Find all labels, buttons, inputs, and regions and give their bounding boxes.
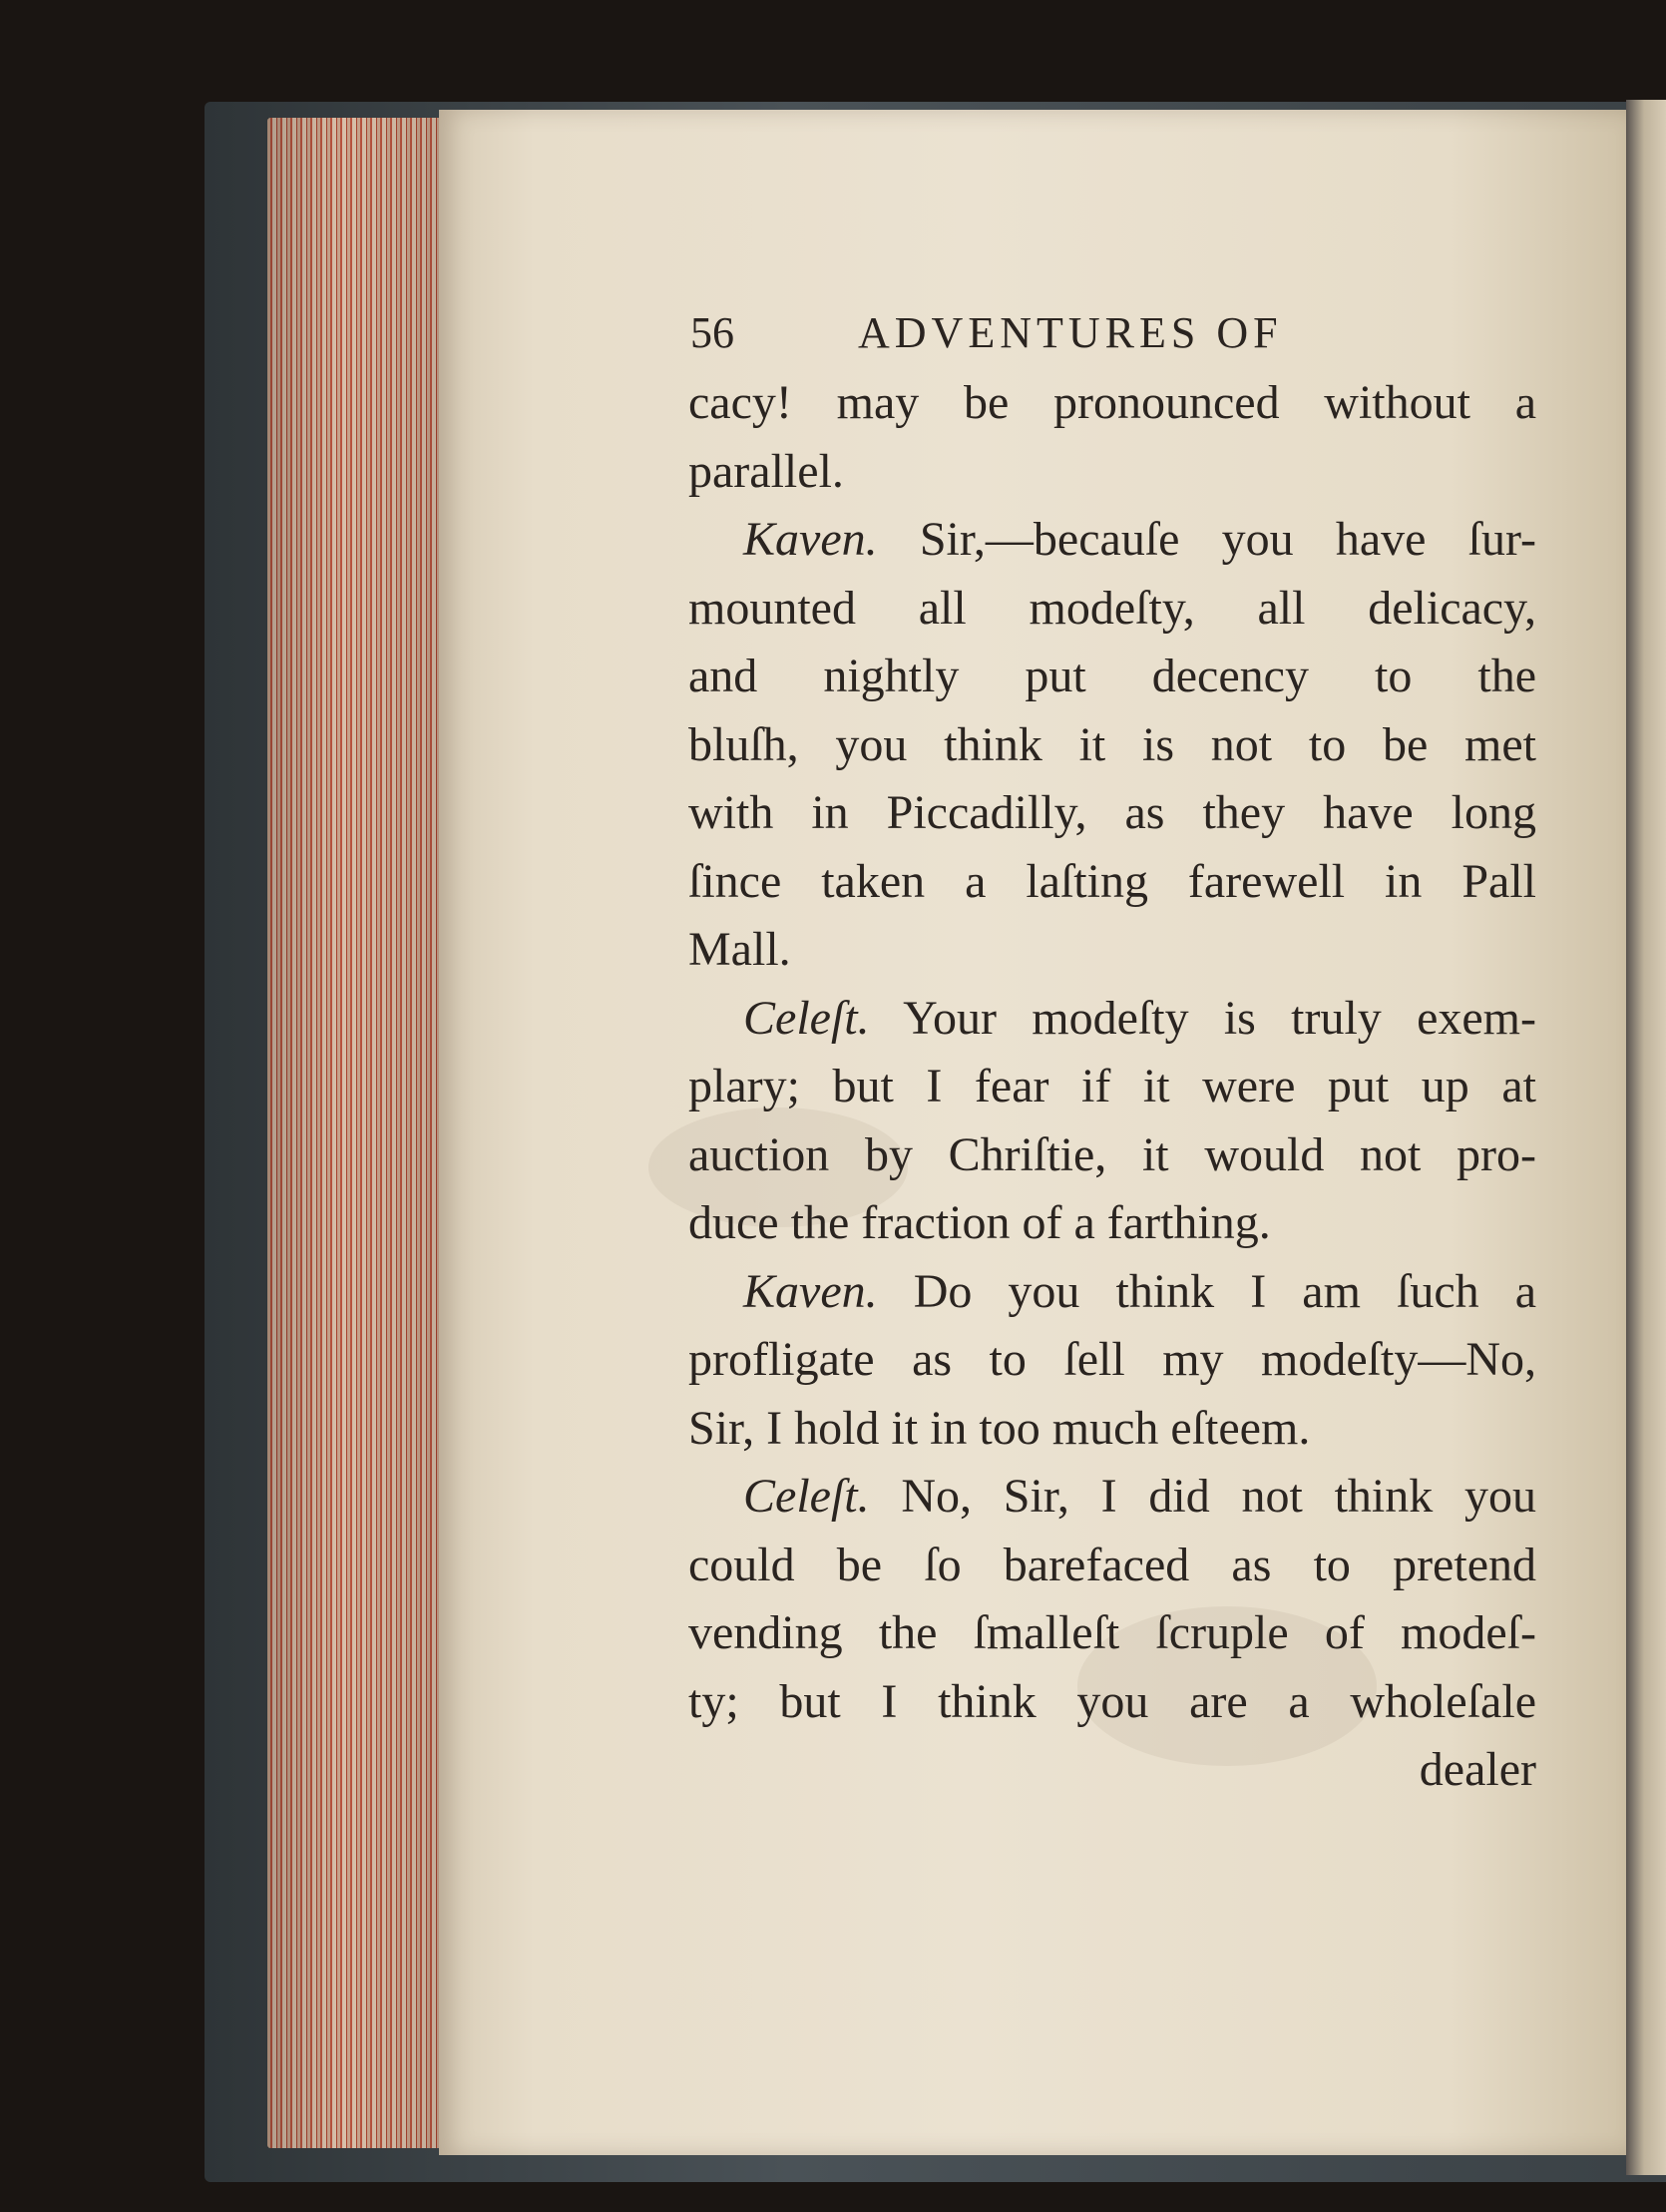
line-text: ty; but I think you are a wholeſale	[688, 1674, 1536, 1728]
text-line	[688, 1463, 1536, 1532]
text-line	[688, 1599, 1536, 1668]
text-line	[688, 1189, 1536, 1258]
running-title: ADVENTURES OF	[858, 308, 1283, 357]
catchword	[688, 1736, 1536, 1805]
speaker-name: Celeſt.	[743, 1470, 870, 1523]
line-text: Your modeſty is truly exem-	[869, 991, 1536, 1045]
text-line	[688, 1395, 1536, 1464]
catchword-text: dealer	[1419, 1743, 1536, 1796]
line-text: cacy! may be pronounced without a	[688, 376, 1536, 429]
line-text: and nightly put decency to the	[688, 650, 1536, 702]
page-number: 56	[690, 308, 734, 357]
line-text: No, Sir, I did not think you	[869, 1470, 1536, 1523]
speaker-name: Kaven.	[743, 1264, 878, 1318]
text-line	[688, 916, 1536, 985]
text-line	[688, 575, 1536, 644]
page-text	[688, 299, 1536, 1805]
text-line	[688, 1053, 1536, 1121]
text-line	[688, 1258, 1536, 1327]
line-text: auction by Chriſtie, it would not pro-	[688, 1127, 1536, 1181]
text-line	[688, 711, 1536, 780]
line-text: duce the fraction of a farthing.	[688, 1196, 1271, 1249]
text-line	[688, 506, 1536, 575]
line-text: Sir, I hold it in too much eſteem.	[688, 1401, 1311, 1455]
line-text: with in Piccadilly, as they have long	[688, 786, 1536, 839]
text-line	[688, 1326, 1536, 1395]
line-text: plary; but I fear if it were put up at	[688, 1060, 1536, 1112]
text-line	[688, 369, 1536, 438]
text-line	[688, 1532, 1536, 1600]
text-line	[688, 643, 1536, 711]
line-text: vending the ſmalleſt ſcruple of modeſ-	[688, 1606, 1536, 1659]
line-text: ſince taken a laſting farewell in Pall	[688, 854, 1536, 908]
text-line	[688, 779, 1536, 848]
text-line	[688, 1121, 1536, 1190]
line-text: mounted all modeſty, all delicacy,	[688, 581, 1536, 635]
speaker-name: Kaven.	[743, 513, 878, 566]
page-edges-shade	[267, 118, 457, 2148]
line-text: could be ſo barefaced as to pretend	[688, 1538, 1536, 1591]
line-text: bluſh, you think it is not to be met	[688, 717, 1536, 771]
running-head	[688, 299, 1536, 369]
line-text: profligate as to ſell my modeſty—No,	[688, 1333, 1536, 1386]
text-line	[688, 848, 1536, 917]
line-text: Sir,—becauſe you have ſur-	[877, 513, 1536, 566]
line-text: Mall.	[688, 923, 791, 976]
line-text: Do you think I am ſuch a	[877, 1264, 1536, 1318]
text-line	[688, 438, 1536, 507]
speaker-name: Celeſt.	[743, 991, 870, 1045]
line-text: parallel.	[688, 444, 844, 498]
text-line	[688, 985, 1536, 1054]
book-gutter	[1626, 100, 1666, 2175]
text-line	[688, 1668, 1536, 1737]
